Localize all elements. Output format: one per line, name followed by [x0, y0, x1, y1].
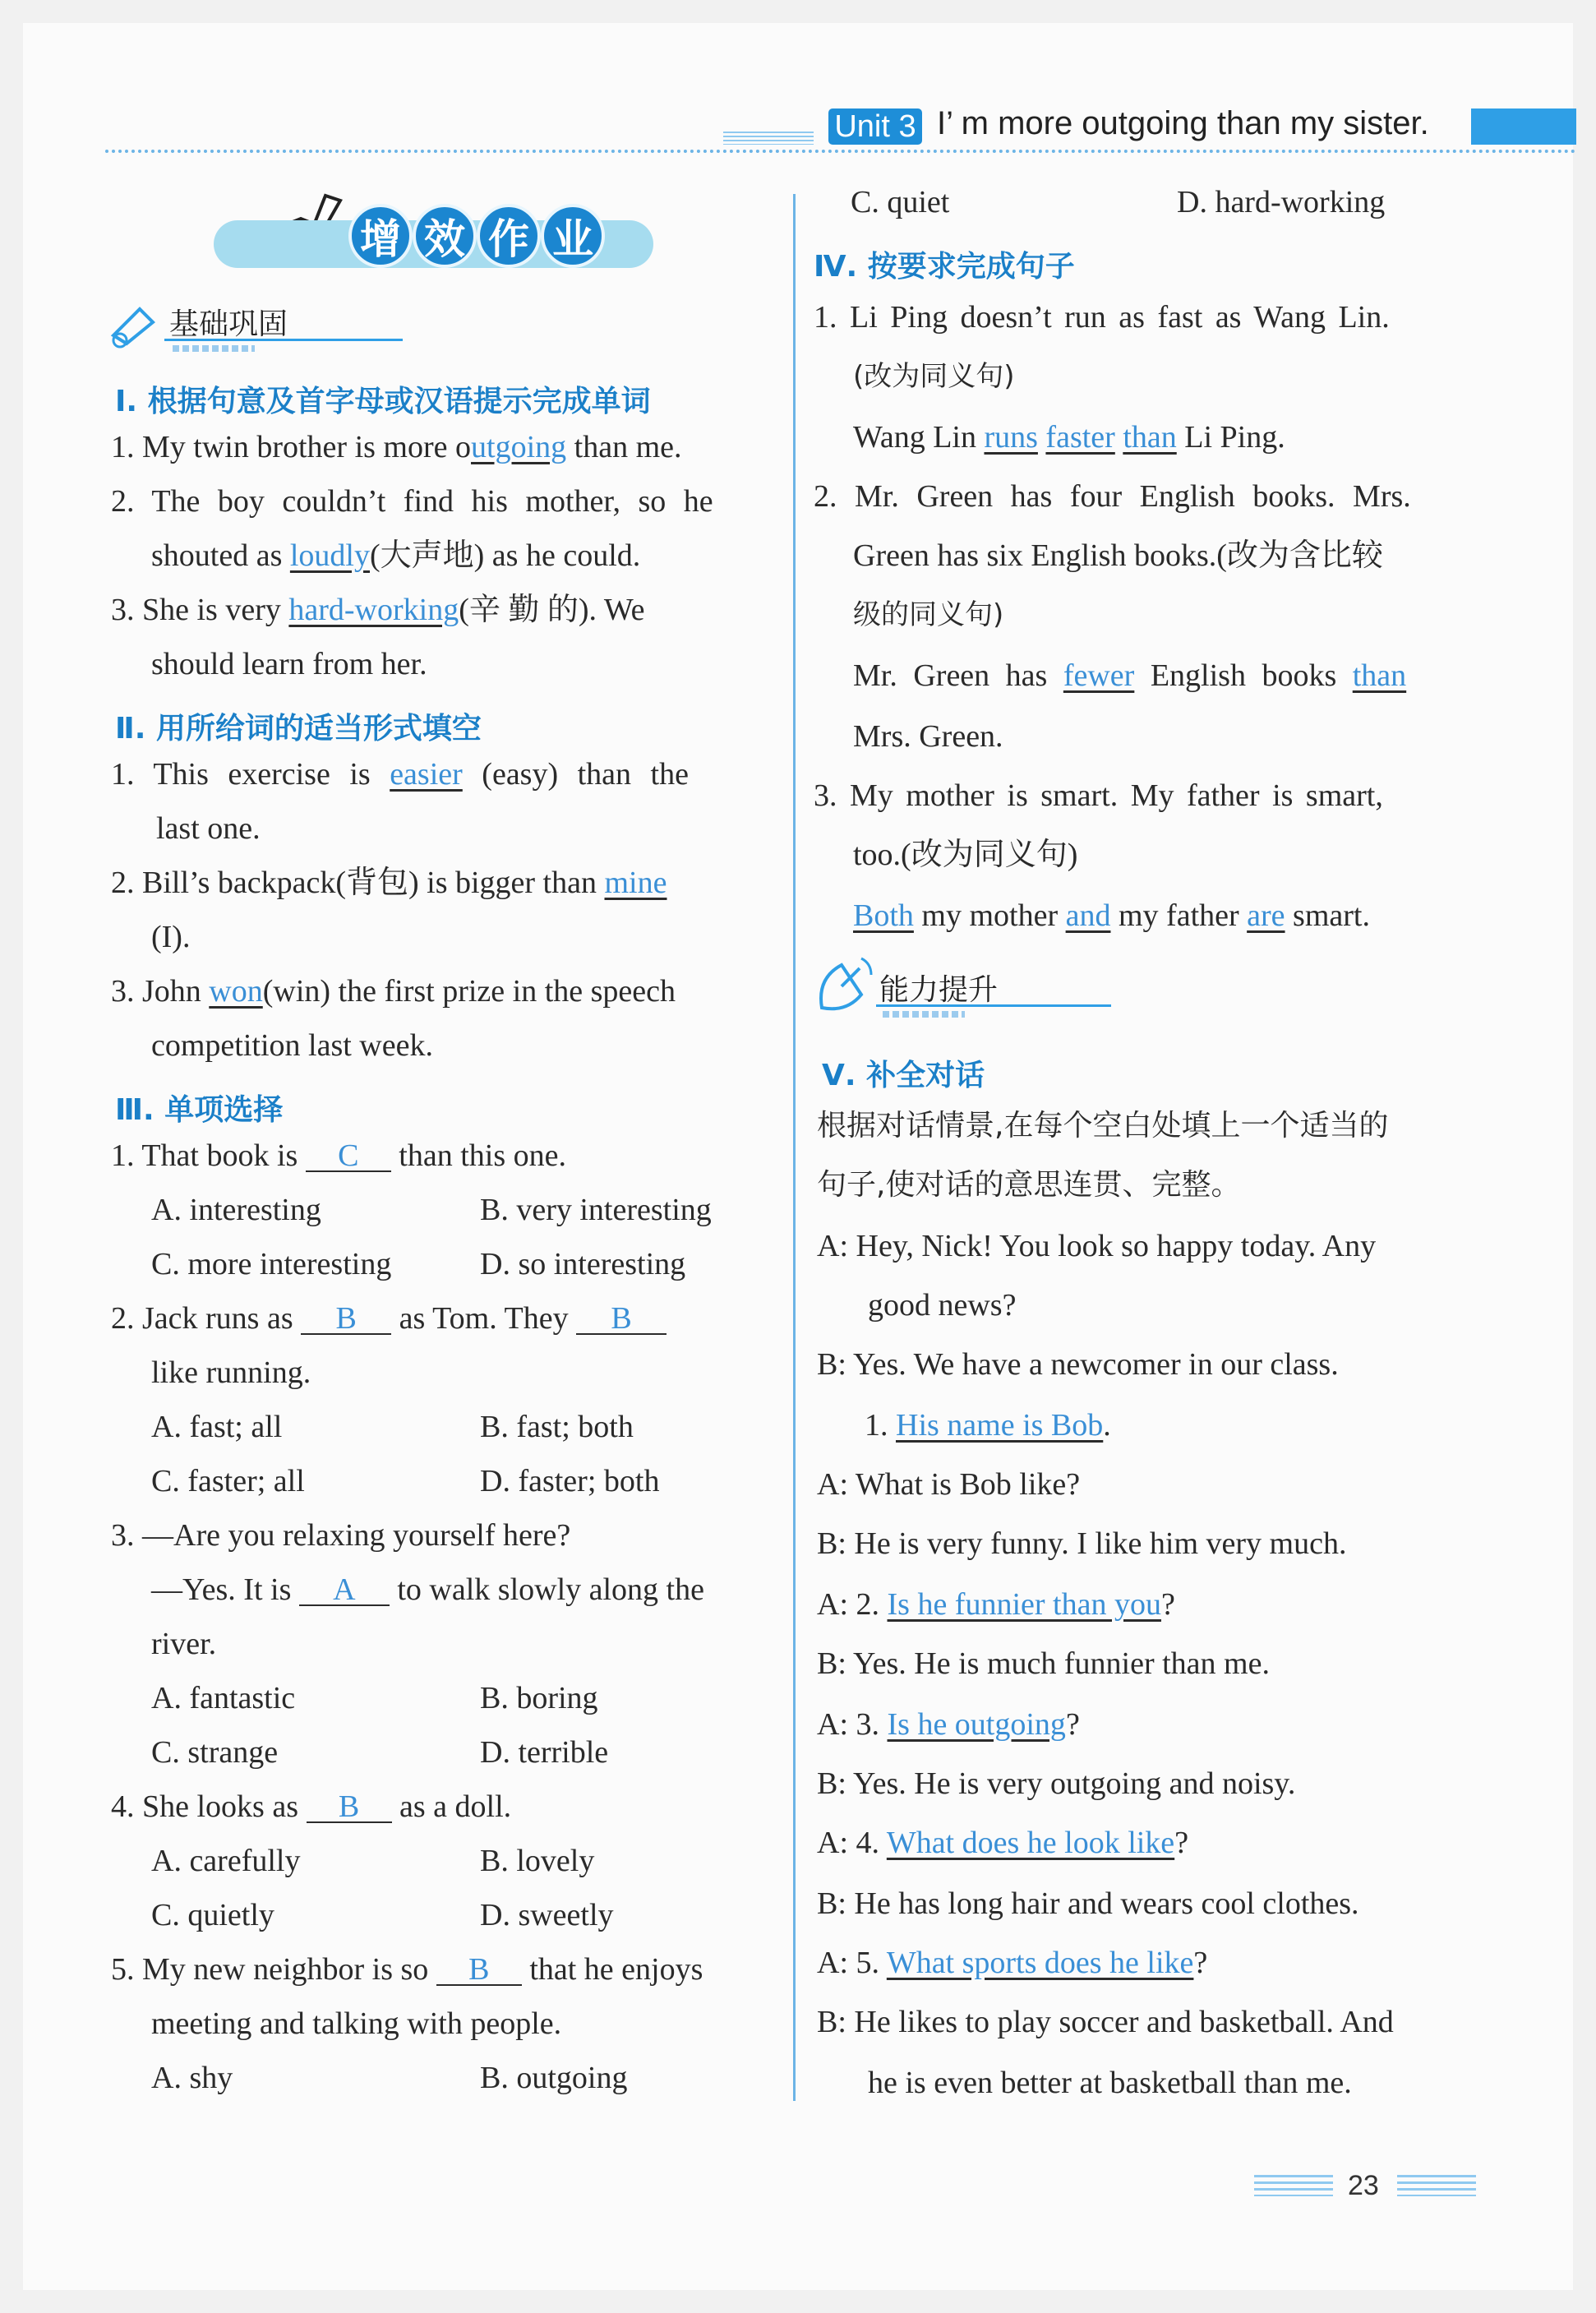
answer-line: Mr. Green has fewer English books than [853, 658, 1407, 693]
section-title: Ⅴ. 补全对话 [822, 1059, 985, 1092]
dialogue-line: A: 3. Is he outgoing? [817, 1707, 1080, 1742]
question-line: 2. Mr. Green has four English books. Mrs. [814, 479, 1411, 514]
page-number-decoration [1397, 2175, 1476, 2196]
unit-title: I’ m more outgoing than my sister. [937, 105, 1429, 141]
option: A. shy [151, 2061, 233, 2095]
dialogue-line: he is even better at basketball than me. [868, 2066, 1352, 2100]
question-line: —Yes. It is A to walk slowly along the [151, 1572, 704, 1607]
option: C. faster; all [151, 1464, 305, 1498]
option: B. fast; both [480, 1410, 634, 1444]
section-title: Ⅲ. 单项选择 [115, 1093, 284, 1127]
option: C. quietly [151, 1898, 274, 1932]
question-line: like running. [151, 1355, 311, 1390]
question-line: (改为同义句) [853, 360, 1015, 393]
banner-char: 效 [413, 204, 477, 268]
unit-badge: Unit 3 [828, 108, 922, 145]
banner-char: 业 [541, 204, 605, 268]
question-line: too.(改为同义句) [853, 838, 1078, 872]
section-title: Ⅳ. 按要求完成句子 [814, 250, 1075, 284]
dialogue-line: B: Yes. He is much funnier than me. [817, 1646, 1270, 1681]
tag-underline [164, 339, 403, 341]
pen-ruler-icon [107, 294, 164, 352]
dialogue-line: B: He has long hair and wears cool clothes. [817, 1886, 1359, 1921]
tag-stripe [173, 345, 255, 352]
option: B. very interesting [480, 1193, 712, 1227]
question-line: Green has six English books.(改为含比较 [853, 538, 1383, 573]
question-line: 3. John won(win) the first prize in the speech [111, 974, 676, 1009]
dialogue-line: B: He is very funny. I like him very much. [817, 1526, 1347, 1561]
question-line: 1. That book is C than this one. [111, 1138, 566, 1173]
option: A. fantastic [151, 1681, 296, 1715]
dialogue-line: A: 4. What does he look like? [817, 1826, 1189, 1860]
option: B. boring [480, 1681, 598, 1715]
option: B. outgoing [480, 2061, 628, 2095]
dialogue-line: A: Hey, Nick! You look so happy today. Any [817, 1229, 1377, 1263]
question-line: last one. [156, 811, 261, 846]
question-line: competition last week. [151, 1028, 433, 1063]
dialogue-line: A: What is Bob like? [817, 1467, 1081, 1502]
question-line: 1. Li Ping doesn’t run as fast as Wang Lin. [814, 300, 1390, 335]
section-tag-basic: 基础巩固 [169, 307, 288, 341]
question-line: 4. She looks as B as a doll. [111, 1789, 512, 1824]
question-line: meeting and talking with people. [151, 2006, 562, 2041]
answer-line: Wang Lin runs faster than Li Ping. [853, 420, 1285, 455]
option: A. carefully [151, 1844, 301, 1878]
option: C. quiet [851, 185, 950, 219]
dialogue-line: A: 2. Is he funnier than you? [817, 1587, 1175, 1622]
option: D. faster; both [480, 1464, 660, 1498]
option: D. sweetly [480, 1898, 614, 1932]
answer-line: Mrs. Green. [853, 719, 1003, 754]
dialogue-line: A: 5. What sports does he like? [817, 1946, 1208, 1980]
question-line: 2. Jack runs as B as Tom. They B [111, 1302, 667, 1335]
answer-line: Both my mother and my father are smart. [853, 898, 1370, 933]
question-line: 级的同义句) [853, 598, 1004, 631]
question-line: river. [151, 1627, 217, 1661]
question-line: 2. The boy couldn’t find his mother, so he [111, 484, 713, 519]
question-line: 3. —Are you relaxing yourself here? [111, 1518, 571, 1553]
header-bar [1471, 108, 1576, 145]
option: B. lovely [480, 1844, 595, 1878]
column-divider [793, 194, 796, 2101]
instruction-line: 根据对话情景,在每个空白处填上一个适当的 [817, 1109, 1389, 1143]
option: C. strange [151, 1735, 279, 1770]
question-line: shouted as loudly(大声地) as he could. [151, 538, 641, 573]
header-decoration [723, 132, 814, 145]
option: A. interesting [151, 1193, 321, 1227]
question-line: 2. Bill’s backpack(背包) is bigger than mine [111, 866, 667, 900]
option: C. more interesting [151, 1247, 392, 1281]
option: D. so interesting [480, 1247, 686, 1281]
question-line: 3. My mother is smart. My father is smart, [814, 778, 1383, 813]
question-line: (I). [151, 920, 191, 954]
dialogue-line: B: He likes to play soccer and basketball. And [817, 2005, 1394, 2039]
section-tag-advance: 能力提升 [879, 973, 999, 1007]
instruction-line: 句子,使对话的意思连贯、完整。 [817, 1168, 1241, 1202]
dialogue-line: B: Yes. He is very outgoing and noisy. [817, 1766, 1296, 1801]
dialogue-line: 1. His name is Bob. [865, 1408, 1111, 1443]
option: D. terrible [480, 1735, 609, 1770]
option: D. hard-working [1177, 185, 1386, 219]
question-line: should learn from her. [151, 647, 427, 681]
section-title: Ⅱ. 用所给词的适当形式填空 [115, 712, 482, 746]
section-title: Ⅰ. 根据句意及首字母或汉语提示完成单词 [115, 385, 651, 418]
header-divider [105, 150, 1576, 153]
page-number: 23 [1348, 2170, 1379, 2201]
dialogue-line: B: Yes. We have a newcomer in our class. [817, 1347, 1339, 1382]
page-number-decoration [1254, 2175, 1333, 2196]
banner-char: 作 [477, 204, 541, 268]
satellite-dish-icon [814, 953, 876, 1016]
option: A. fast; all [151, 1410, 283, 1444]
tag-stripe [883, 1011, 965, 1018]
question-line: 3. She is very hard-working(辛 勤 的). We [111, 593, 645, 627]
tag-underline [876, 1004, 1111, 1007]
question-line: 5. My new neighbor is so B that he enjoys [111, 1952, 703, 1987]
question-line: 1. My twin brother is more outgoing than me. [111, 430, 682, 464]
question-line: 1. This exercise is easier (easy) than the [111, 757, 689, 792]
banner-char: 增 [348, 204, 413, 268]
dialogue-line: good news? [868, 1288, 1017, 1323]
